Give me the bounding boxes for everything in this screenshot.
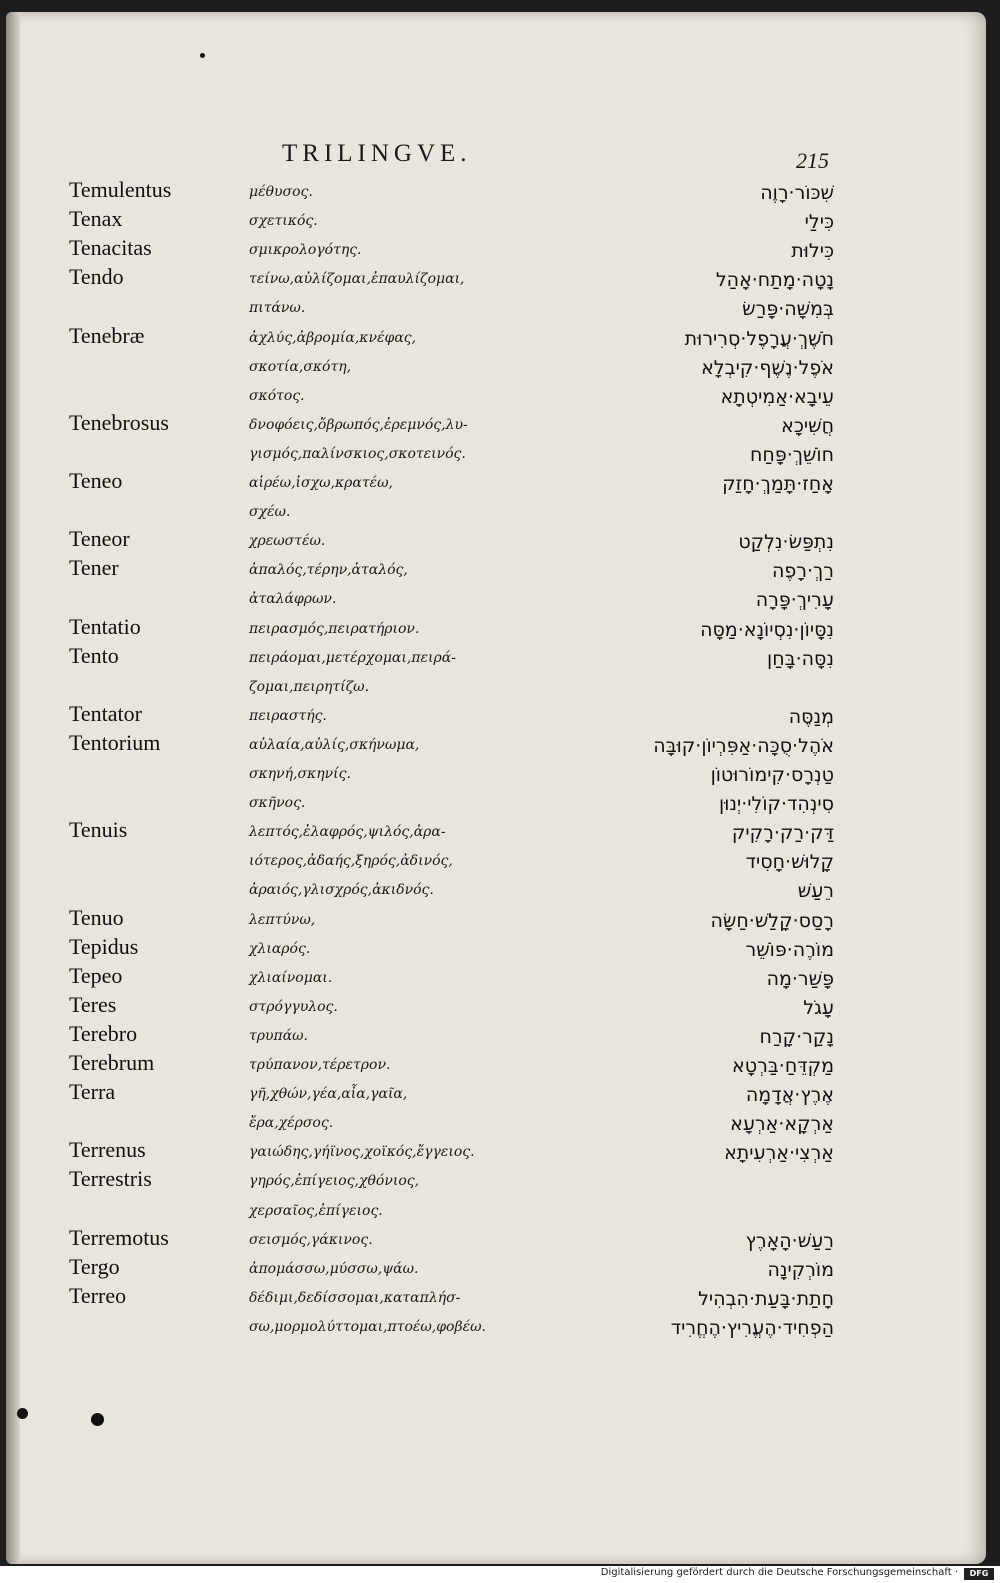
latin-headword: Tentatio [69,614,141,639]
hebrew-equivalent: קָלוּשׁ·חָסִיד [745,851,834,873]
hebrew-equivalent: כִּילוּת [791,240,834,262]
hebrew-equivalent: נִתְפַּשׂ·נִלְקַט [738,531,834,553]
greek-equivalent: πιτάνω. [249,300,306,316]
greek-equivalent: ιότερος,ἀδαής,ξηρός,ἀδινός, [249,853,453,869]
greek-equivalent: τείνω,αὐλίζομαι,ἐπαυλίζομαι, [249,271,465,287]
latin-headword: Terreo [69,1283,127,1308]
greek-equivalent: αὐλαία,αὐλίς,σκήνωμα, [249,737,420,753]
greek-equivalent: χλιαρός. [249,941,311,957]
hebrew-equivalent: חֹשֶׁךְ·עֲרָפֶל·סְרִירוּת [684,328,834,350]
latin-headword: Terrestris [69,1166,152,1191]
hebrew-equivalent: מַקְדֵּחַ·בַּרְטָא [732,1055,834,1077]
digitization-footer [0,1566,1000,1583]
greek-equivalent: σκηνή,σκηνίς. [249,766,351,782]
greek-equivalent: ἀραιός,γλισχρός,ἀκιδνός. [249,882,434,898]
greek-equivalent: γισμός,παλίνσκιος,σκοτεινός. [249,446,466,462]
latin-headword: Tenuis [69,817,128,842]
hebrew-equivalent: אָחַז·תָּמַךְ·חָזַק [722,473,834,495]
hebrew-equivalent: נִסָּה·בָּחַן [767,648,834,670]
latin-headword: Teres [69,992,117,1017]
hebrew-equivalent: חָתַת·בָּעַת·הִבְהִיל [698,1288,834,1310]
hebrew-equivalent: הַפְחִיד·הֶעֱרִיץ·הֶחֱרִיד [670,1317,834,1339]
greek-equivalent: σχέω. [249,504,291,520]
hebrew-equivalent: מוֹרֶה·פּוֹשֵׁר [745,939,834,961]
hebrew-equivalent: רַךְ·רָפֶה [772,560,834,582]
latin-headword: Terrenus [69,1137,146,1162]
latin-headword: Tergo [69,1254,120,1279]
greek-equivalent: αἱρέω,ἰσχω,κρατέω, [249,475,393,491]
hebrew-equivalent: עָרִיךְ·פָּרָה [755,589,834,611]
greek-equivalent: γῆ,χθών,γέα,αἶα,γαῖα, [249,1086,408,1102]
greek-equivalent: σω,μορμολύττομαι,πτοέω,φοβέω. [249,1319,486,1335]
hebrew-equivalent: סִינְהִד·קוֹלִי·יְנוּן [719,793,834,815]
greek-equivalent: λεπτύνω, [249,912,316,928]
latin-headword: Tendo [69,264,124,289]
hebrew-equivalent: פָּשַׁר·מָה [766,968,834,990]
latin-headword: Tener [69,555,119,580]
hebrew-equivalent: מְנַסֶּה [788,706,834,728]
latin-headword: Tento [69,643,119,668]
greek-equivalent: γαιώδης,γήϊνος,χοϊκός,ἔγγειος. [249,1144,475,1160]
latin-headword: Tepidus [69,934,139,959]
hebrew-equivalent: חוֹשֵׁךְ·פָּחַח [750,444,834,466]
hebrew-equivalent: מוֹרְקִינָה [767,1259,834,1281]
greek-equivalent: χλιαίνομαι. [249,970,333,986]
greek-equivalent: πειράομαι,μετέρχομαι,πειρά- [249,650,456,666]
greek-equivalent: ζομαι,πειρητίζω. [249,679,370,695]
page-number: 215 [796,148,829,173]
latin-headword: Terra [69,1079,116,1104]
hebrew-equivalent: חֲשִׁיכָא [781,415,834,437]
greek-equivalent: λεπτός,ἐλαφρός,ψιλός,ἀρα- [249,824,446,840]
hebrew-equivalent: עָגֹל [803,997,834,1019]
greek-equivalent: τρυπάω. [249,1028,309,1044]
greek-equivalent: δέδιμι,δεδίσσομαι,καταπλήσ- [249,1290,461,1306]
latin-headword: Tentator [69,701,142,726]
hebrew-equivalent: דַּק·רַק·רָקִיק [731,822,834,844]
greek-equivalent: πειρασμός,πειρατήριον. [249,621,420,637]
hebrew-equivalent: כִּילַי [804,211,834,233]
hebrew-equivalent: אַרְצִי·אַרְעִיתָא [724,1142,834,1164]
hebrew-equivalent: רֵעַשׁ [797,880,834,902]
greek-equivalent: στρόγγυλος. [249,999,338,1015]
hebrew-equivalent: אֹהֶל·סֻכָּה·אַפִּרְיוֹן·קוּבָּה [653,735,834,757]
greek-equivalent: ἔρα,χέρσος. [249,1115,334,1131]
greek-equivalent: σκότος. [249,388,305,404]
greek-equivalent: μέθυσος. [249,184,313,200]
hebrew-equivalent: אַרְקָא·אַרְעָא [730,1113,834,1135]
latin-headword: Teneor [69,526,130,551]
hebrew-equivalent: רָסַס·קָלַשׁ·חַשָּׂה [710,910,834,932]
hebrew-equivalent: אֹפֶל·נֶשֶׁף·קִיבְלָא [701,357,834,379]
latin-headword: Tenuo [69,905,124,930]
latin-headword: Tentorium [69,730,161,755]
hebrew-equivalent: שִׁכּוֹר·רָוֶה [760,182,834,204]
latin-headword: Tepeo [69,963,123,988]
greek-equivalent: χρεωστέω. [249,533,326,549]
latin-headword: Terremotus [69,1225,169,1250]
greek-equivalent: ἁπαλός,τέρην,ἀταλός, [249,562,408,578]
greek-equivalent: πειραστής. [249,708,327,724]
footer-credit: Digitalisierung gefördert durch die Deutsche Forschungsgemeinschaft · [600,1567,958,1578]
greek-equivalent: δνοφόεις,ὄβρωπός,ἐρεμνός,λυ- [249,417,468,433]
greek-equivalent: σμικρολογότης. [249,242,362,258]
hebrew-equivalent: נִסָּיוֹן·נִסְיוֹנָא·מַסָּה [700,619,834,641]
hebrew-equivalent: עֵיבָא·אַמִיטְתָא [720,386,834,408]
hebrew-equivalent: נָקַר·קָרַח [759,1026,834,1048]
hebrew-equivalent: רַעַשׁ·הָאָרֶץ [745,1230,834,1252]
greek-equivalent: χερσαῖος,ἐπίγειος. [249,1203,383,1219]
latin-headword: Terebro [69,1021,138,1046]
greek-equivalent: σχετικός. [249,213,318,229]
dfg-logo: DFG [964,1568,994,1580]
latin-headword: Terebrum [69,1050,155,1075]
running-title: TRILINGVE. [282,140,472,167]
book-page [6,12,986,1564]
greek-equivalent: γηρός,ἐπίγειος,χθόνιος, [249,1173,420,1189]
hebrew-equivalent: בְּמִשָּׁה·פָּרַשׂ [742,298,834,320]
latin-headword: Tenebræ [69,323,145,348]
greek-equivalent: σκοτία,σκότη, [249,359,352,375]
latin-headword: Tenacitas [69,235,152,260]
latin-headword: Teneo [69,468,123,493]
greek-equivalent: ἀχλύς,ἀβρομία,κνέφας, [249,330,417,346]
greek-equivalent: σκῆνος. [249,795,306,811]
hebrew-equivalent: אֶרֶץ·אֲדָמָה [745,1084,834,1106]
hebrew-equivalent: נָטָה·מָתַח·אָהַל [715,269,834,291]
hebrew-equivalent: טַנְרָס·קִימוֹרוּטוֹן [710,764,834,786]
latin-headword: Tenebrosus [69,410,169,435]
dictionary-entries [6,12,986,1564]
greek-equivalent: τρύπανον,τέρετρον. [249,1057,391,1073]
greek-equivalent: ἀπομάσσω,μύσσω,ψάω. [249,1261,419,1277]
latin-headword: Temulentus [69,177,172,202]
latin-headword: Tenax [69,206,123,231]
greek-equivalent: σεισμός,γάκινος. [249,1232,373,1248]
greek-equivalent: ἀταλάφρων. [249,591,337,607]
